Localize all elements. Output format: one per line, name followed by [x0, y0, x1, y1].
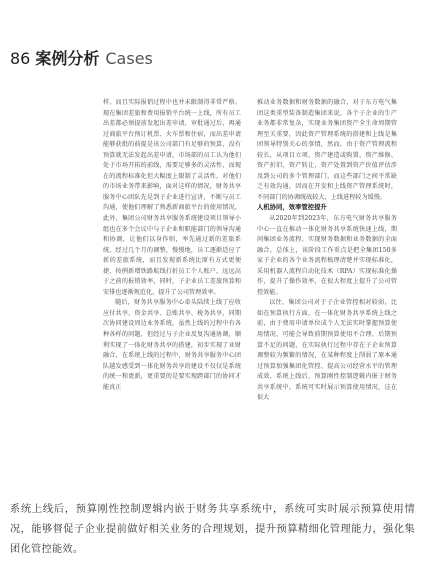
subsection-heading: 人机协同，效率管控提升 — [257, 204, 327, 212]
right-paragraph-2: 从2020年到2023年，东方电气财务共享服务中心一直在推动一体化财务共享系统快速上线，期间集团业务流程、实现财务数据和业务数据的全面融合，总体上，该阶段工作重点是把全集团150多家子企业的各个业务流程梳理清楚并实现标准化，采用机器人流程自动化技术（RPA）实现标准化操作，提升了操作效率，在很大程度上提升了公司管控效能。 — [257, 215, 397, 296]
right-paragraph-1: 推动业务数据和财务数据的融合，对于东方电气集团这类重型装备制造集团来说，各个子企业的生产业务都非常复杂，实现业务集团资产全生命周期管理至关重要，因此资产管理系统的搭建和上线是集团领导特别关心的事情，然而，由于资产管理流程较长，从项目立项、资产建造或购置、资产维修、资产折旧、资产转让，资产处置到资产价值评估涉及到公司的多个管理部门，而这些部门之间平常缺乏有效沟通，因而在开发和上线资产管理系统时，不同部门的协调统战较大，上线进程较为缓慢。 — [257, 99, 397, 201]
left-paragraph-2: 随后，财务共享服务中心牵头陆续上线了应收应付共享、资金共享、总账共享、税务共享，同期次协同建设周边业务系统，虽然上线的过程中有各种各样的问题，但经过与子企业反复沟通协调，顺利实现了一体化财务共享的搭建，初步实现了业财融合，在系统上线的过程中，财务共享服务中心团队越发感受到一体化财务共享的建设不仅仅是系统的统一和更新，更重要的是要实现跨部门的协同才能真正 — [103, 299, 241, 391]
left-column — [103, 98, 241, 470]
pull-quote: 系统上线后，预算刚性控制逻辑内嵌于财务共享系统中，系统可实时展示预算使用情况，能够督促子企业提前做好相关业务的合理规划，提升预算精细化管理能力，强化集团化管控能效。 — [10, 504, 415, 555]
page-number: 86 — [10, 49, 31, 68]
left-paragraph-1: 样。而且实际报销过程中也并未限制得非常严格。现在集团差旅和费用报销平台统一上线，所有员工出差都必须提前发起出差申请，审批通过后，再通过商旅平台预订机票、火车票和住宿，而出差申请能够获批的前提是该公司部门有足够的预算，没有预算就无法发起出差申请，市场部的员工认为他们处于市场开拓的前线，需要足够多的灵活性，而现在的流程标准化但大幅度上限制了灵活性，对他们的市场业务带来影响，面对这样的情况，财务共享服务中心团队先是到子企业进行宣讲，不断与员工沟通，使他们理解了熟悉新商旅平台的使用情况，此外，集团公司财务共享服务系统建设项目领导小组也在多个会议中与子企业和职能部门的领导沟通和协调，让他们以身作则，率先通过新的差旅系统，经过几个月的调整，慢慢地，员工逐渐适应了新的差旅系统，而且发现新系统比原有方式更便捷，按例新增铁路航线打折员工个人账户，远远高于之前的报销效率，同时，子企业员工差旅预算和安排也逐渐规范化，提升了公司管理效率。 — [103, 99, 241, 296]
page-header — [10, 46, 153, 69]
right-paragraph-3: 以往，集团公司对于子企业管控相对较弱，比如在预算执行方面，在一体化财务共享系统上线之前，由于费用申请单位成个人无法实时掌握预算使用情况，可能会导致前期预算使用不合理、后期预算不足的问题，在实际执行过程中存在子企业预算调整较为频繁的情况，在某种程度上削弱了原本通过预算加强集团化管控、提高公司经营水平的管理成效，系统上线后，预算刚性控制逻辑内嵌于财务共享系统中，系统可实时展示预算使用情况，这在很大 — [257, 299, 397, 402]
section-title-zh: 案例分析 — [35, 49, 100, 68]
section-title-en: Cases — [105, 49, 153, 68]
right-column — [257, 98, 397, 470]
